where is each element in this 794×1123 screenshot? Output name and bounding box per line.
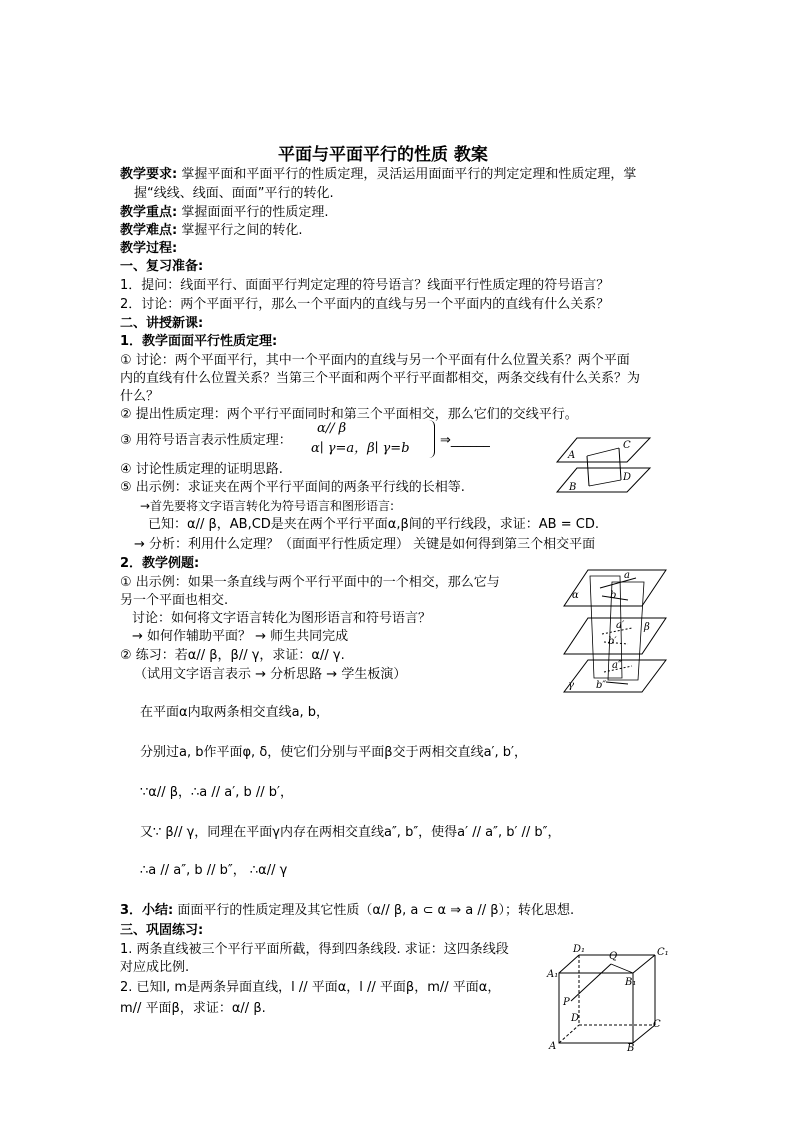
proof-line-1: 在平面α内取两条相交直线a, b， (140, 705, 330, 720)
fig3-label-d: D (571, 1013, 580, 1024)
exercise-1-line-1: 1. 两条直线被三个平行平面所截，得到四条线段. 求证：这四条线段 (120, 942, 509, 957)
section-1-heading: 一、复习准备: (120, 259, 204, 274)
summary (120, 902, 574, 920)
example-statement: ⑤ 出示例：求证夹在两个平行平面间的两条平行线的长相等. (120, 480, 465, 495)
example-1-line-2: 另一个平面也相交. (120, 593, 229, 608)
example-1-discussion: 讨论：如何将文字语言转化为图形语言和符号语言？ (132, 611, 432, 626)
teaching-key-point (120, 204, 328, 222)
page-title: 平面与平面平行的性质 教案 (278, 145, 488, 165)
section-2-heading: 二、讲授新课: (120, 316, 204, 331)
symbolic-prompt: ③ 用符号语言表示性质定理： (120, 433, 292, 448)
fig1-label-a: A (568, 450, 576, 461)
fig2-label-b-prime: b′ (608, 636, 617, 647)
exercise-2-line-2: m// 平面β，求证：α// β. (120, 1001, 266, 1016)
segment-bd (589, 480, 621, 486)
figure-cube (545, 943, 671, 1053)
fig2-label-a-prime: a′ (616, 620, 625, 631)
segment-p-q (571, 964, 611, 1001)
fig2-label-alpha: α (572, 590, 579, 601)
figure-three-parallel-planes (560, 568, 670, 696)
fig2-label-a-double-prime: a″ (612, 660, 622, 671)
fig3-label-b: B (627, 1043, 635, 1054)
fig3-label-c1: C₁ (657, 947, 669, 958)
segment-cd (619, 448, 621, 480)
summary-text: 面面平行的性质定理及其它性质（α// β, a ⊂ α ⇒ a // β）；转化思想. (173, 903, 575, 918)
fig3-label-d1: D₁ (573, 944, 586, 955)
exercise-1-line-2: 对应成比例. (120, 960, 190, 975)
process-label: 教学过程: (120, 241, 178, 256)
teaching-difficulty (120, 222, 302, 240)
segment-ab (587, 456, 589, 486)
fig3-label-p: P (563, 997, 570, 1008)
proof-idea: ④ 讨论性质定理的证明思路. (120, 462, 283, 477)
segment-ac (587, 448, 619, 456)
exercise-hint: （试用文字语言表示 → 分析思路 → 学生板演） (134, 667, 407, 682)
symbolic-brace (428, 420, 435, 458)
translate-note: →首先要将文字语言转化为符号语言和图形语言: (140, 499, 395, 513)
analysis-statement: → 分析：利用什么定理？（面面平行性质定理） 关键是如何得到第三个相交平面 (134, 537, 596, 552)
proof-line-5: ∴a // a″, b // b″， ∴α// γ (140, 863, 288, 878)
symbolic-line-1: α// β (317, 421, 347, 436)
line-b-double-prime (606, 682, 628, 684)
section-3-heading: 三、巩固练习: (120, 923, 204, 938)
cube-edge-b1-c1 (633, 955, 655, 973)
fig1-label-c: C (623, 440, 631, 451)
summary-label: 3．小结: (120, 903, 174, 918)
theorem-statement: ② 提出性质定理：两个平行平面同时和第三个平面相交，那么它们的交线平行。 (120, 407, 578, 422)
requirement-label: 教学要求: (120, 167, 178, 182)
segment-q-b1 (611, 964, 633, 973)
review-item-2: 2．讨论：两个平面平行，那么一个平面内的直线与另一个平面内的直线有什么关系？ (120, 297, 610, 312)
exercise-statement: ② 练习：若α// β，β// γ，求证：α// γ. (120, 648, 345, 663)
proof-line-3: ∵α// β，∴a // a′, b // b′， (140, 785, 293, 800)
key-label: 教学重点: (120, 205, 178, 220)
fig3-label-b1: B₁ (625, 977, 637, 988)
fig2-label-b-double-prime: b″ (596, 680, 607, 691)
example-1-helper: → 如何作辅助平面？ → 师生共同完成 (132, 629, 349, 644)
cube-edge-a1-d1 (559, 955, 579, 973)
teaching-requirement (120, 166, 636, 184)
fig3-label-a: A (549, 1041, 557, 1052)
fig2-label-gamma: γ (568, 680, 574, 691)
requirement-text: 掌握平面和平面平行的性质定理，灵活运用面面平行的判定定理和性质定理，掌 (177, 167, 637, 182)
key-text: 掌握面面平行的性质定理. (177, 205, 329, 220)
symbolic-line-2: α∣ γ=a，β∣ γ=b (311, 441, 410, 456)
difficulty-text: 掌握平行之间的转化. (177, 223, 303, 238)
fig3-label-c: C (653, 1019, 661, 1030)
figure-parallel-planes-segments (555, 436, 655, 496)
part-1-heading: 1．教学面面平行性质定理: (120, 334, 278, 349)
example-1-line-1: ① 出示例：如果一条直线与两个平行平面中的一个相交，那么它与 (120, 575, 500, 590)
cube-hidden-a-d (559, 1025, 579, 1043)
fig2-label-beta: β (644, 622, 650, 633)
fig1-label-d: D (623, 472, 632, 483)
symbolic-result: ⇒______ (440, 433, 490, 448)
part-2-heading: 2．教学例题: (120, 556, 200, 571)
cube-edge-b-c (633, 1025, 655, 1043)
fig2-label-b: b (610, 590, 617, 601)
requirement-text-cont: 握“线线、线面、面面”平行的转化. (134, 186, 334, 201)
difficulty-label: 教学难点: (120, 223, 178, 238)
proof-line-4: 又∵ β// γ，同理在平面γ内存在两相交直线a″, b″，使得a′ // a″, b′ // b″， (140, 825, 561, 840)
fig2-label-a: a (624, 570, 630, 581)
proof-line-2: 分别过a, b作平面φ, δ，使它们分别与平面β交于两相交直线a′, b′， (140, 745, 527, 760)
discussion-1-line-3: 什么？ (120, 389, 160, 404)
review-item-1: 1．提问：线面平行、面面平行判定定理的符号语言？线面平行性质定理的符号语言？ (120, 278, 610, 293)
exercise-2-line-1: 2. 已知l, m是两条异面直线，l // 平面α，l // 平面β，m// 平面α， (120, 980, 501, 995)
fig3-label-q: Q (609, 951, 618, 962)
discussion-1-line-2: 内的直线有什么位置关系？当第三个平面和两个平行平面都相交，两条交线有什么关系？为 (120, 371, 641, 386)
discussion-1-line-1: ① 讨论：两个平面平行，其中一个平面内的直线与另一个平面有什么位置关系？两个平面 (120, 353, 630, 368)
line-a (600, 578, 636, 588)
fig3-label-a1: A₁ (547, 969, 559, 980)
given-statement: 已知：α// β，AB,CD是夹在两个平行平面α,β间的平行线段，求证：AB = CD. (148, 517, 599, 532)
fig1-label-b: B (569, 482, 577, 493)
